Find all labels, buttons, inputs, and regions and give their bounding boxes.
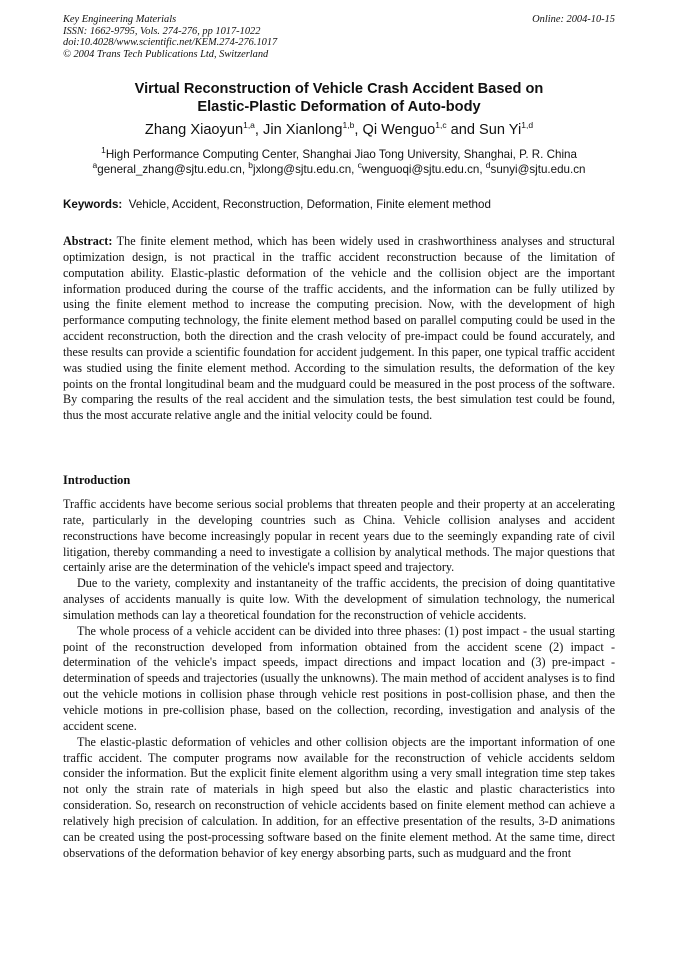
affiliation-text: High Performance Computing Center, Shanghai Jiao Tong University, Shanghai, P. R. China [105,148,577,161]
title-line-1: Virtual Reconstruction of Vehicle Crash Accident Based on [134,81,544,97]
abstract-text: The finite element method, which has been widely used in crashworthiness analyses and structural optimization design, is not practical in the traffic accident reconstruction because of the limitation of computation ability. Elastic-plastic deformation of the vehicle and the collision object are the important information produced during the course of the traffic accidents, and the information can be fully utilized by using the finite element method to increase the computing precision. Now, with the development of high performance computing technology, the finite element method based on parallel computing could be used in the accident reconstruction, both the direction and the crash velocity of pre-impact could be found accurately, and these results can provide a scientific foundation for accident judgement. In this paper, one typical traffic accident was studied using the finite element method. According to the simulation results, the deformation of the key points on the frontal longitudinal beam and the mudguard could be measured in the post process of the software. By comparing the results of the real accident and the simulation tests, the best simulation test could be found, thus the most accurate relative angle and the initial velocity could be found. [63,234,615,423]
author-affil-mark: 1,c [435,120,447,131]
paragraph: Due to the variety, complexity and instantaneity of the traffic accidents, the precision of doing quantitative analyses of accidents manually is quite low. With the development of simulation technology, the numerical simulation methods can lay a theoretical foundation for the reconstruction of vehicle accidents. [63,576,615,622]
issn-line: ISSN: 1662-9795, Vols. 274-276, pp 1017-1022 [63,25,261,37]
email-mark: a [92,160,98,171]
introduction-body [63,497,615,861]
title-line-2: Elastic-Plastic Deformation of Auto-body [197,99,481,115]
email-mark: b [248,160,254,171]
keywords-text: Vehicle, Accident, Reconstruction, Deformation, Finite element method [128,198,491,211]
email-address[interactable]: jxlong@sjtu.edu.cn [253,163,352,176]
journal-header [63,14,615,60]
abstract-paragraph [63,234,615,424]
author-separator: , [354,122,363,138]
paragraph: The elastic-plastic deformation of vehicles and other collision objects are the important information of one traffic accident. The computer programs now available for the reconstruction of vehicle accidents seldom consider the information. But the explicit finite element algorithm using a very small integration time step takes not only the strain rate of materials in high speed but also the elastic and plastic characteristics into consideration. So, research on reconstruction of vehicle accidents based on finite element method can achieve a relatively high precision of calculation. In addition, for an effective presentation of the results, 3-D animations can be created using the post-processing software based on the finite element method. At the same time, direct observations of the deformation behavior of key energy absorbing parts, such as mudguard and the front [63,734,615,860]
doi-line: doi:10.4028/www.scientific.net/KEM.274-276.1017 [63,37,278,49]
author-affil-mark: 1,d [521,120,534,131]
author-separator: and [446,122,480,138]
journal-name: Key Engineering Materials [63,14,177,25]
paragraph: Traffic accidents have become serious social problems that threaten people and their property at an accelerating rate, particularly in the developing countries such as China. Vehicle collision analyses and accident reconstructions have become increasingly popular in recent years due to the seemingly expanding rate of civil litigation, thereby commanding a need to investigate a collision by analytical methods. The major questions that certainly arise are the determination of the vehicle's impact speed and trajectory. [63,497,615,575]
paper-title [63,80,615,116]
keywords-label: Keywords: [63,198,123,211]
author-affil-mark: 1,b [342,120,355,131]
online-date: Online: 2004-10-15 [532,14,615,25]
author-separator: , [254,122,264,138]
section-heading-introduction: Introduction [63,473,131,487]
email-line: $^a$general_zhang@sjtu.edu.cn, $^b$jxlong@sjtu.edu.cn, $^c$wenguoqi@sjtu.edu.cn, $^d$sunyi@sjtu.edu.cn [92,160,586,176]
paragraph: The whole process of a vehicle accident can be divided into three phases: (1) post impact - the usual starting point of the reconstruction developed from information obtained from the accident scene (2) impact - determination of the vehicle's impact speeds, impact directions and impact location and (3) pre-impact - determination of speeds and trajectories (usually the unknowns). The main method of accident analyses is to find out the vehicle motions in collision phase through vehicle rest positions in post-collision phase, and then the vehicle motions in pre-collision phase, based on the collection, recording, investigation and analysis of the accident scene. [63,623,615,733]
author-list [63,121,615,139]
email-address[interactable]: general_zhang@sjtu.edu.cn [97,163,242,176]
author-name: Qi Wenguo [362,122,436,138]
abstract-label: Abstract: [63,234,113,248]
author-name: Jin Xianlong [263,122,343,138]
author-name: Zhang Xiaoyun [144,122,244,138]
copyright-line: © 2004 Trans Tech Publications Ltd, Switzerland [63,48,269,60]
email-mark: d [485,160,491,171]
affiliation-number: 1 [101,145,106,156]
email-mark: c [357,160,362,171]
affiliation-line [40,147,638,162]
author-name: Sun Yi [479,122,522,138]
email-address[interactable]: sunyi@sjtu.edu.cn [490,163,586,176]
author-affil-mark: 1,a [243,120,255,131]
keywords-line [63,197,615,212]
email-address[interactable]: wenguoqi@sjtu.edu.cn [361,163,480,176]
